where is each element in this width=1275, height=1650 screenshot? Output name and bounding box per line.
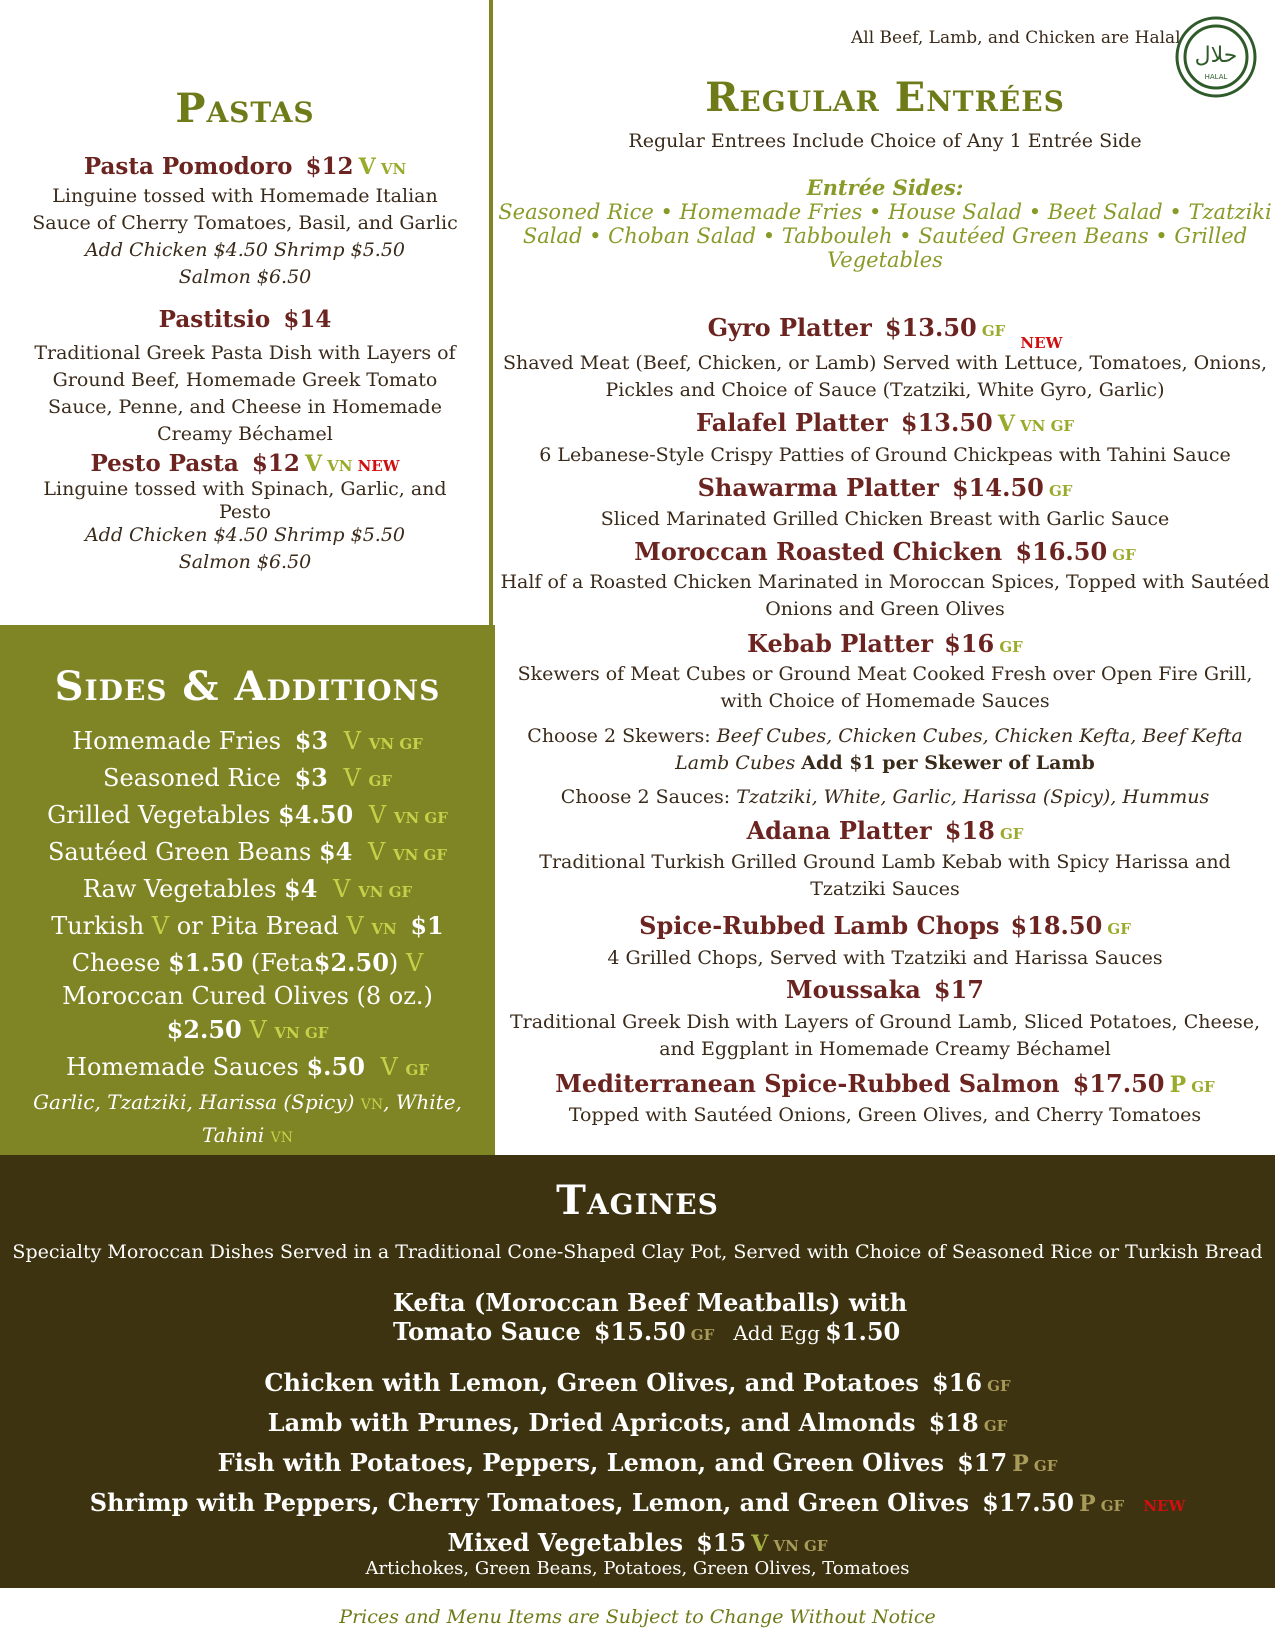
desc-line: Tzatziki Sauces [810, 878, 960, 900]
side-price: $1 [410, 911, 444, 940]
desc-line: Pickles and Choice of Sauce (Tzatziki, White Gyro, Garlic) [605, 379, 1165, 401]
item-name: Chicken with Lemon, Green Olives, and Potatoes [264, 1368, 919, 1397]
item-description [495, 945, 1275, 972]
side-item [0, 980, 495, 1050]
desc-line: Traditional Greek Pasta Dish with Layers of [34, 342, 456, 364]
sides-title: Sides & Additions [54, 663, 441, 710]
side-name: Turkish [51, 912, 145, 940]
tagine-item [0, 1408, 1275, 1437]
vegan-tag: VN [327, 457, 353, 475]
tagines-title: Tagines [556, 1177, 719, 1224]
item-name: Pastitsio [158, 306, 271, 333]
diet-tags: VN GF [358, 883, 413, 901]
side-name: (Feta [250, 949, 314, 977]
pasta-item [0, 306, 490, 333]
item-price: $12 [305, 153, 354, 180]
item-name: Gyro Platter [707, 313, 872, 342]
item-price: $17.50 [1072, 1069, 1165, 1098]
item-price: $17 [957, 1448, 1008, 1477]
sides-line: Salad • Choban Salad • Tabbouleh • Sautéed Green Beans • Grilled [522, 224, 1248, 248]
choice-options: Lamb Cubes [675, 752, 796, 774]
vegetarian-tag: V [333, 875, 351, 903]
entree-item [495, 473, 1275, 502]
entrees-title: Regular Entrées [705, 74, 1065, 121]
sides-list [0, 724, 495, 1153]
new-badge: NEW [357, 457, 400, 475]
item-price: $15 [696, 1528, 747, 1557]
kebab-skewer-choices [495, 723, 1275, 777]
vegetarian-tag: V [405, 949, 424, 977]
side-price: $3 [294, 763, 328, 792]
side-name: Grilled Vegetables [47, 801, 271, 829]
item-price: $13.50 [884, 313, 977, 342]
item-price: $14 [283, 306, 332, 333]
item-price: $14.50 [951, 473, 1044, 502]
diet-tags: VN GF [773, 1537, 828, 1555]
diet-tags: GF [1191, 1078, 1215, 1096]
desc-line: Half of a Roasted Chicken Marinated in Moroccan Spices, Topped with Sautéed [500, 571, 1270, 593]
desc-line: Linguine tossed with Homemade Italian [52, 185, 438, 207]
diet-tags: VN GF [393, 809, 448, 827]
vegetarian-tag: V [997, 411, 1015, 437]
item-name: Shrimp with Peppers, Cherry Tomatoes, Lemon, and Green Olives [89, 1488, 970, 1517]
sides-section [0, 625, 495, 1155]
item-price: $18.50 [1010, 911, 1103, 940]
side-price: $.50 [306, 1052, 365, 1081]
side-item [0, 1050, 495, 1087]
tagine-item [0, 1368, 1275, 1397]
side-name: ) [388, 949, 399, 977]
entree-item [495, 537, 1275, 566]
desc-line: Onions and Green Olives [765, 598, 1005, 620]
item-price: $16.50 [1015, 537, 1108, 566]
item-description [0, 340, 490, 448]
side-price: $2.50 [166, 1015, 242, 1044]
tagines-subtitle: Specialty Moroccan Dishes Served in a Traditional Cone-Shaped Clay Pot, Served with Choice of Seasoned Rice or Turkish Bread [12, 1241, 1263, 1263]
sides-line: Seasoned Rice • Homemade Fries • House Salad • Beet Salad • Tzatziki [498, 200, 1272, 224]
side-name: or Pita Bread [176, 912, 339, 940]
item-description [495, 350, 1275, 404]
desc-line: Shaved Meat (Beef, Chicken, or Lamb) Served with Lettuce, Tomatoes, Onions, [502, 352, 1268, 374]
entree-sides-label: Entrée Sides: [806, 175, 964, 200]
desc-line: Sauce of Cherry Tomatoes, Basil, and Garlic [32, 212, 458, 234]
side-name: Homemade Fries [72, 727, 282, 755]
item-description [495, 849, 1275, 903]
item-description [0, 478, 490, 574]
side-price: $4 [284, 874, 318, 903]
side-name: Raw Vegetables [82, 875, 277, 903]
side-item [0, 835, 495, 872]
entree-item [495, 313, 1275, 352]
desc-line: Creamy Béchamel [157, 423, 333, 445]
diet-tags: GF [987, 1377, 1011, 1395]
desc-line: Topped with Sautéed Onions, Green Olives, and Cherry Tomatoes [568, 1104, 1202, 1126]
vegetarian-tag: V [304, 451, 323, 477]
item-name: Mediterranean Spice-Rubbed Salmon [555, 1069, 1060, 1098]
diet-tags: GF [999, 825, 1024, 843]
vegetarian-tag: V [368, 801, 387, 829]
new-badge: NEW [1143, 1497, 1186, 1515]
diet-tags: GF [999, 638, 1023, 656]
item-name: Adana Platter [746, 816, 932, 845]
pasta-item [0, 153, 490, 180]
pastas-title: Pastas [175, 85, 315, 132]
seal-text: HALAL [1204, 73, 1228, 81]
entree-item [495, 911, 1275, 940]
kebab-sauce-choices [495, 784, 1275, 811]
tagine-item-kefta [393, 1288, 953, 1346]
halal-note: All Beef, Lamb, and Chicken are Halal [851, 28, 1181, 48]
side-name: Sautéed Green Beans [47, 838, 312, 866]
desc-line: Ground Beef, Homemade Greek Tomato [52, 369, 438, 391]
vegetarian-tag: V [346, 912, 364, 940]
diet-tags: GF [1048, 482, 1073, 500]
diet-tags: GF [405, 1061, 429, 1079]
item-name: Fish with Potatoes, Peppers, Lemon, and Green Olives [217, 1448, 944, 1477]
addon-line: Salmon $6.50 [178, 266, 312, 288]
vegetarian-tag: V [151, 912, 170, 940]
tagine-item [0, 1528, 1275, 1557]
pescatarian-tag: P [1169, 1072, 1187, 1098]
item-price: $17 [933, 975, 984, 1004]
item-price: $18 [944, 816, 995, 845]
side-item [0, 946, 495, 980]
desc-line: Pesto [219, 501, 271, 523]
side-item [0, 761, 495, 798]
item-description [495, 506, 1275, 533]
item-name: Tomato Sauce [393, 1317, 581, 1346]
new-badge: NEW [1020, 334, 1063, 352]
addon-label: Add Egg [733, 1321, 820, 1345]
item-name: Kebab Platter [747, 629, 934, 658]
side-price: $4 [318, 837, 353, 866]
pescatarian-tag: P [1012, 1451, 1029, 1477]
item-price: $16 [944, 629, 995, 658]
item-price: $13.50 [900, 408, 993, 437]
addon-price: $1.50 [825, 1317, 901, 1346]
pescatarian-tag: P [1079, 1491, 1096, 1517]
diet-tags: VN GF [274, 1024, 329, 1042]
side-item [0, 909, 495, 946]
diet-tags: GF [368, 772, 392, 790]
tagines-section [0, 1155, 1275, 1588]
addon-line: Salmon $6.50 [178, 551, 312, 573]
diet-tags: VN GF [368, 735, 423, 753]
item-name: Shawarma Platter [697, 473, 939, 502]
pasta-item [0, 450, 490, 477]
diet-tags: GF [983, 1417, 1008, 1435]
desc-line: Traditional Turkish Grilled Ground Lamb Kebab with Spicy Harissa and [539, 851, 1231, 873]
sauce-list [0, 1087, 495, 1153]
item-name: Moroccan Roasted Chicken [634, 537, 1003, 566]
entrees-subtitle: Regular Entrees Include Choice of Any 1 Entrée Side [628, 130, 1142, 152]
item-name: Spice-Rubbed Lamb Chops [639, 911, 1000, 940]
side-item [0, 798, 495, 835]
sauce-names: , White, [383, 1090, 462, 1114]
side-price: $2.50 [313, 948, 389, 977]
addon-line: Add Chicken $4.50 Shrimp $5.50 [84, 239, 406, 261]
addon-line: Add Chicken $4.50 Shrimp $5.50 [84, 524, 406, 546]
pastas-section [0, 0, 490, 625]
side-name: Homemade Sauces [66, 1053, 299, 1081]
side-price: $4.50 [278, 800, 354, 829]
item-name: Falafel Platter [695, 408, 888, 437]
lamb-upcharge: Add $1 per Skewer of Lamb [801, 752, 1095, 774]
item-price: $17.50 [982, 1488, 1075, 1517]
item-name: Pesto Pasta [90, 450, 239, 477]
item-description [495, 569, 1275, 623]
diet-tags: GF [1107, 920, 1131, 938]
entree-sides-list [495, 200, 1275, 272]
item-price: $12 [251, 450, 300, 477]
item-price: $18 [928, 1408, 979, 1437]
entree-item [495, 816, 1275, 845]
entree-item [495, 975, 1275, 1004]
vegan-tag: VN [380, 160, 407, 178]
item-name: Mixed Vegetables [447, 1528, 683, 1557]
diet-tags: GF [1033, 1457, 1058, 1475]
vegetarian-tag: V [367, 838, 386, 866]
diet-tags: VN GF [1020, 417, 1075, 435]
vegetarian-tag: V [751, 1531, 769, 1557]
diet-tags: GF [1100, 1497, 1125, 1515]
choice-label: Choose 2 Sauces: [560, 786, 731, 808]
desc-line: Sauce, Penne, and Cheese in Homemade [48, 396, 442, 418]
item-name: Moussaka [786, 975, 921, 1004]
entree-item [495, 408, 1275, 437]
desc-line: Linguine tossed with Spinach, Garlic, and [43, 478, 447, 500]
desc-line: Traditional Greek Dish with Layers of Ground Lamb, Sliced Potatoes, Cheese, [509, 1011, 1261, 1033]
vegetarian-tag: V [380, 1053, 398, 1081]
entree-item [495, 629, 1275, 658]
item-name: Pasta Pomodoro [83, 153, 293, 180]
desc-line: Sliced Marinated Grilled Chicken Breast with Garlic Sauce [600, 508, 1170, 530]
entree-item [495, 1069, 1275, 1098]
side-name: Seasoned Rice [103, 764, 281, 792]
seal-arabic: حلال [1194, 43, 1238, 68]
tagine-item [0, 1448, 1275, 1477]
choice-label: Choose 2 Skewers: [527, 725, 711, 747]
item-name: Lamb with Prunes, Dried Apricots, and Almonds [267, 1408, 916, 1437]
side-item [0, 724, 495, 761]
desc-line: with Choice of Homemade Sauces [720, 690, 1050, 712]
vegetarian-tag: V [343, 764, 361, 792]
diet-tags: GF [1112, 546, 1136, 564]
diet-tags: GF [981, 322, 1006, 340]
footer-note: Prices and Menu Items are Subject to Change Without Notice [339, 1606, 936, 1628]
item-price: $16 [931, 1368, 983, 1397]
vegetarian-tag: V [358, 154, 376, 180]
vegan-tag: VN [360, 1097, 384, 1113]
entrees-section [495, 0, 1275, 1155]
vegetarian-tag: V [343, 727, 362, 755]
item-description [0, 183, 490, 291]
section-divider [489, 0, 493, 625]
vegetarian-tag: V [249, 1016, 267, 1044]
item-price: $15.50 [593, 1317, 686, 1346]
diet-tags: GF [690, 1326, 715, 1344]
item-name: Kefta (Moroccan Beef Meatballs) with [393, 1288, 908, 1317]
item-description: Artichokes, Green Beans, Potatoes, Green Olives, Tomatoes [365, 1558, 910, 1579]
vegan-tag: VN [371, 920, 397, 938]
sides-line: Vegetables [827, 248, 943, 272]
vegan-tag: VN [270, 1130, 293, 1146]
desc-line: 4 Grilled Chops, Served with Tzatziki and Harissa Sauces [607, 947, 1163, 969]
tagine-item [0, 1488, 1275, 1517]
side-price: $1.50 [168, 948, 244, 977]
sauce-names: Garlic, Tzatziki, Harissa (Spicy) [33, 1090, 355, 1114]
side-price: $3 [294, 726, 329, 755]
item-description [495, 661, 1275, 715]
sauce-names: Tahini [202, 1123, 265, 1147]
footer [0, 1588, 1275, 1650]
item-description [495, 1102, 1275, 1129]
choice-options: Beef Cubes, Chicken Cubes, Chicken Kefta, Beef Kefta [716, 725, 1243, 747]
item-description [495, 442, 1275, 469]
diet-tags: VN GF [392, 846, 447, 864]
desc-line: Skewers of Meat Cubes or Ground Meat Cooked Fresh over Open Fire Grill, [517, 663, 1253, 685]
side-name: Moroccan Cured Olives (8 oz.) [62, 982, 433, 1010]
side-name: Cheese [71, 949, 161, 977]
choice-options: Tzatziki, White, Garlic, Harissa (Spicy), Hummus [736, 786, 1210, 808]
side-item [0, 872, 495, 909]
desc-line: 6 Lebanese-Style Crispy Patties of Ground Chickpeas with Tahini Sauce [539, 444, 1231, 466]
item-description [495, 1009, 1275, 1063]
desc-line: and Eggplant in Homemade Creamy Béchamel [659, 1038, 1111, 1060]
